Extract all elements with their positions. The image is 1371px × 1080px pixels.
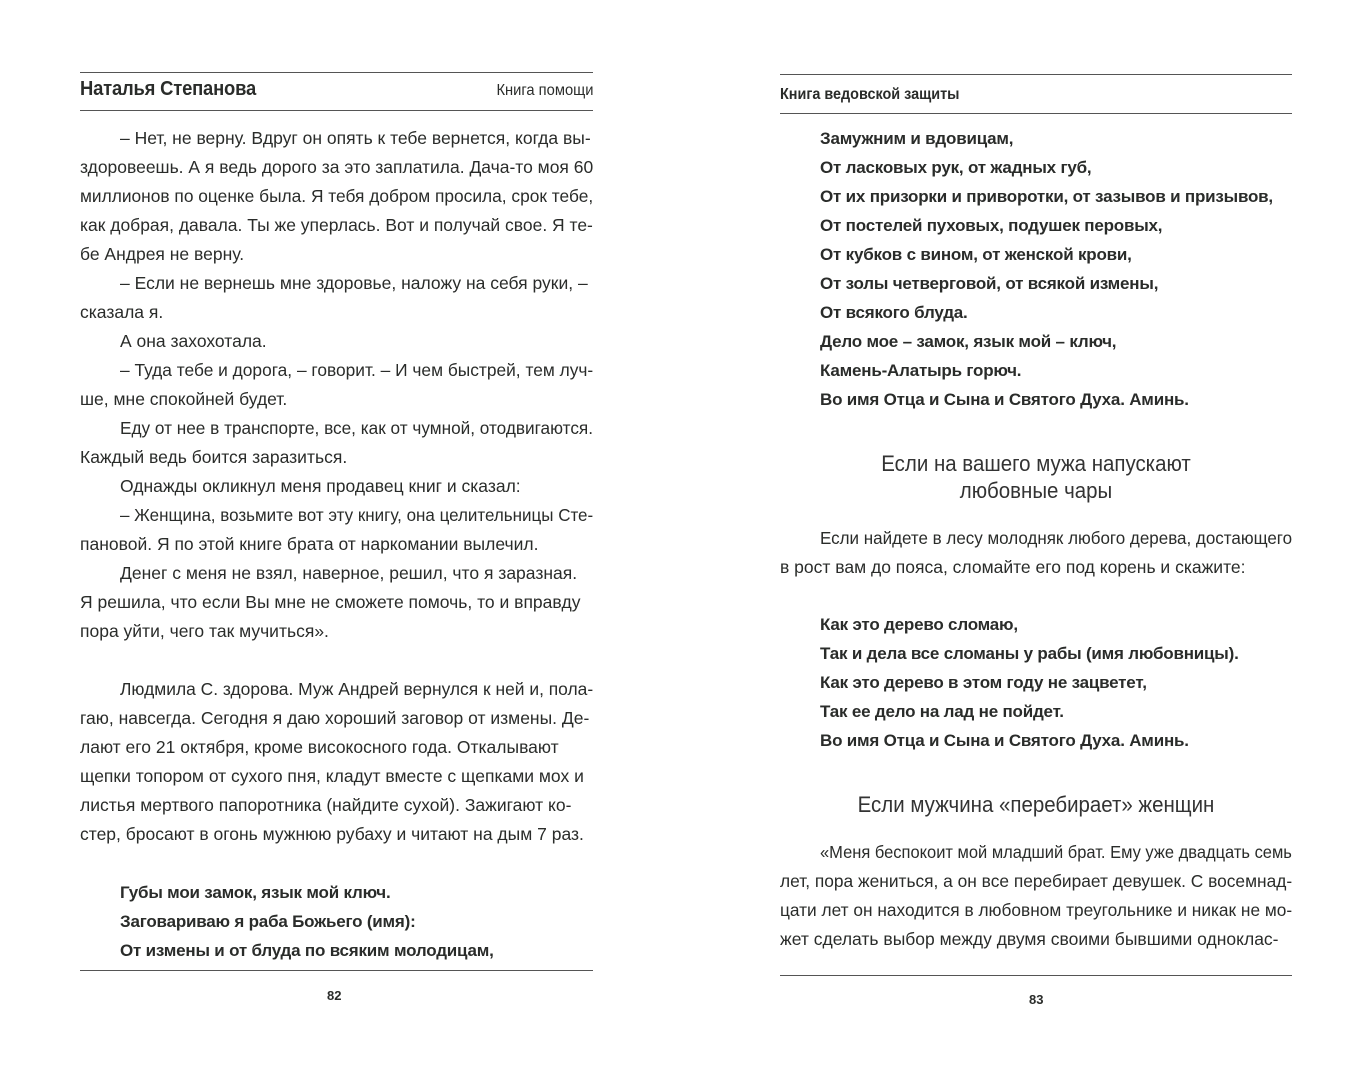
text-line: пановой. Я по этой книге брата от наркомании вылечил.: [80, 534, 539, 554]
page-number: 83: [1029, 992, 1044, 1007]
text-line: «Меня беспокоит мой младший брат. Ему уже двадцать семь: [820, 842, 1292, 862]
text-line: Денег с меня не взял, наверное, решил, что я заразная.: [120, 563, 578, 583]
verse-line: От их призорки и приворотки, от зазывов и призывов,: [820, 187, 1273, 206]
text-line: А она захохотала.: [120, 331, 267, 351]
verse-line: От постелей пуховых, подушек перовых,: [820, 216, 1163, 235]
text-line: жет сделать выбор между двумя своими бывшими одноклас-: [780, 929, 1279, 949]
text-line: пора уйти, чего так мучиться».: [80, 621, 329, 641]
verse-line: Как это дерево в этом году не зацветет,: [820, 673, 1147, 692]
text-line: гаю, навсегда. Сегодня я даю хороший заговор от измены. Де-: [80, 708, 590, 728]
text-line: листья мертвого папоротника (найдите сухой). Зажигают ко-: [80, 795, 572, 815]
verse-line: Так и дела все сломаны у рабы (имя любовницы).: [820, 644, 1239, 663]
text-line: – Туда тебе и дорога, – говорит. – И чем быстрей, тем луч-: [120, 360, 594, 380]
paragraph: [780, 838, 1292, 954]
verse-line: От всякого блуда.: [820, 303, 968, 322]
verse-line: Во имя Отца и Сына и Святого Духа. Аминь.: [820, 731, 1189, 750]
verse-line: Замужним и вдовицам,: [820, 129, 1014, 148]
heading-line: любовные чары: [959, 478, 1113, 503]
text-line: Я решила, что если Вы мне не сможете помочь, то и вправду: [80, 592, 581, 612]
verse-block-2: [780, 610, 1292, 755]
book-title: Книга помощи: [495, 82, 593, 99]
header-bottom-rule: [780, 113, 1292, 114]
footer-rule: [80, 970, 593, 971]
verse-line: Дело мое – замок, язык мой – ключ,: [820, 332, 1117, 351]
text-line: как добрая, давала. Ты же уперлась. Вот и получай свое. Я те-: [80, 215, 593, 235]
section-heading: [798, 791, 1274, 818]
text-line: – Если не вернешь мне здоровье, наложу на себя руки, –: [120, 273, 588, 293]
heading-line: Если на вашего мужа напускают: [881, 451, 1191, 476]
verse-block-1: [780, 124, 1292, 414]
text-line: Людмила С. здорова. Муж Андрей вернулся к ней и, пола-: [120, 679, 594, 699]
header-top-rule: [780, 74, 1292, 75]
verse-line: От ласковых рук, от жадных губ,: [820, 158, 1092, 177]
verse-line: Камень-Алатырь горюч.: [820, 361, 1022, 380]
running-header: [780, 86, 1292, 104]
text-line: лают его 21 октября, кроме високосного года. Откалывают: [80, 737, 559, 757]
verse-line: Во имя Отца и Сына и Святого Духа. Аминь.: [820, 390, 1189, 409]
text-line: Каждый ведь боится заразиться.: [80, 447, 348, 467]
paragraph: [780, 524, 1292, 582]
verse-line: Как это дерево сломаю,: [820, 615, 1018, 634]
header-bottom-rule: [80, 110, 593, 111]
section-heading: [798, 450, 1274, 504]
text-line: – Женщина, возьмите вот эту книгу, она целительницы Сте-: [120, 505, 594, 525]
body-text: [80, 124, 593, 965]
verse-line: От кубков с вином, от женской крови,: [820, 245, 1132, 264]
text-line: Еду от нее в транспорте, все, как от чумной, отодвигаются.: [120, 418, 594, 438]
verse-line: Губы мои замок, язык мой ключ.: [120, 883, 391, 902]
text-line: здоровеешь. А я ведь дорого за это заплатила. Дача-то моя 60: [80, 157, 594, 177]
text-line: миллионов по оценке была. Я тебя добром просила, срок тебе,: [80, 186, 594, 206]
verse-line: Заговариваю я раба Божьего (имя):: [120, 912, 416, 931]
header-top-rule: [80, 72, 593, 73]
footer-rule: [780, 975, 1292, 976]
verse-line: От измены и от блуда по всяким молодицам,: [120, 941, 494, 960]
book-title: Книга ведовской защиты: [780, 86, 960, 103]
author-name: Наталья Степанова: [80, 78, 257, 100]
right-page: [780, 0, 1292, 1080]
verse-line: Так ее дело на лад не пойдет.: [820, 702, 1064, 721]
text-line: цати лет он находится в любовном треугольнике и никак не мо-: [780, 900, 1293, 920]
text-line: лет, пора жениться, а он все перебирает девушек. С восемнад-: [780, 871, 1293, 891]
text-line: Однажды окликнул меня продавец книг и сказал:: [120, 476, 521, 496]
text-line: – Нет, не верну. Вдруг он опять к тебе вернется, когда вы-: [120, 128, 591, 148]
verse-line: От золы четверговой, от всякой измены,: [820, 274, 1159, 293]
text-line: бе Андрея не верну.: [80, 244, 245, 264]
text-line: сказала я.: [80, 302, 164, 322]
text-line: ше, мне спокойней будет.: [80, 389, 288, 409]
running-header: [80, 78, 593, 101]
text-line: в рост вам до пояса, сломайте его под корень и скажите:: [780, 557, 1246, 577]
text-line: Если найдете в лесу молодняк любого дерева, достающего: [820, 528, 1293, 548]
heading-line: Если мужчина «перебирает» женщин: [857, 792, 1215, 817]
text-line: щепки топором от сухого пня, кладут вместе с щепками мох и: [80, 766, 584, 786]
left-page: [80, 0, 593, 1080]
page-number: 82: [327, 988, 342, 1003]
text-line: стер, бросают в огонь мужнюю рубаху и читают на дым 7 раз.: [80, 824, 584, 844]
